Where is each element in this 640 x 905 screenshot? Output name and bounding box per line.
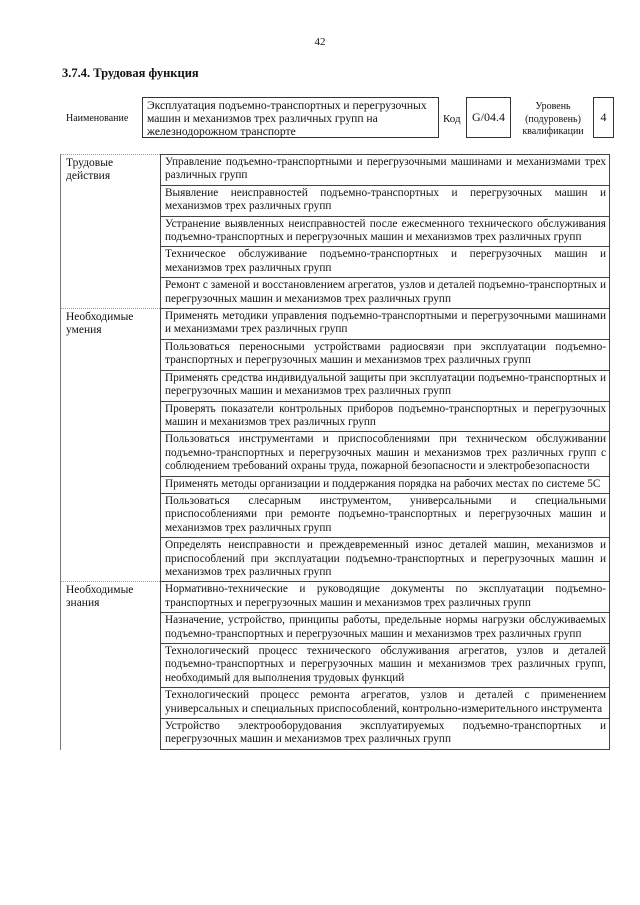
list-item: Пользоваться инструментами и приспособлениями при техническом обслуживании подъемно-транспортных и перегрузочных машин и механизмов трех различных групп с соблюдением требований охраны труда, пожарной безопасности и электробезопасности [160, 431, 610, 475]
category-label: Необходимые умения [60, 308, 160, 581]
list-item: Применять средства индивидуальной защиты при эксплуатации подъемно-транспортных и перегрузочных машин и механизмов трех различных групп [160, 370, 610, 401]
section-required-knowledge [60, 581, 610, 749]
items-list [160, 581, 610, 749]
list-item: Управление подъемно-транспортными и перегрузочными машинами и механизмами трех различных групп [160, 154, 610, 185]
category-label: Необходимые знания [60, 581, 160, 749]
list-item: Ремонт с заменой и восстановлением агрегатов, узлов и деталей подъемно-транспортных и перегрузочных машин и механизмов трех различных групп [160, 277, 610, 308]
items-list [160, 308, 610, 581]
list-item: Устройство электрооборудования эксплуатируемых подъемно-транспортных и перегрузочных машин и механизмов трех различных групп [160, 718, 610, 750]
list-item: Назначение, устройство, принципы работы, предельные нормы нагрузки обслуживаемых подъемно-транспортных и перегрузочных машин и механизмов трех различных групп [160, 612, 610, 643]
list-item: Применять методики управления подъемно-транспортными и перегрузочными машинами и механизмами трех различных групп [160, 308, 610, 339]
level-label: Уровень (подуровень) квалификации [522, 101, 584, 137]
list-item: Устранение выявленных неисправностей после ежесменного технического обслуживания подъемно-транспортных и перегрузочных машин и механизмов трех различных групп [160, 216, 610, 247]
name-label: Наименование [66, 113, 129, 124]
list-item: Проверять показатели контрольных приборов подъемно-транспортных и перегрузочных машин и механизмов трех различных групп [160, 401, 610, 432]
list-item: Технологический процесс ремонта агрегатов, узлов и деталей с применением универсальных и специальных приспособлений, контрольно-измерительного инструмента [160, 687, 610, 718]
list-item: Пользоваться переносными устройствами радиосвязи при эксплуатации подъемно-транспортных и перегрузочных машин и механизмов трех различных групп [160, 339, 610, 370]
list-item: Выявление неисправностей подъемно-транспортных и перегрузочных машин и механизмов трех различных групп [160, 185, 610, 216]
level-value: 4 [593, 97, 614, 138]
section-labor-actions [60, 154, 610, 308]
code-value: G/04.4 [466, 97, 511, 138]
list-item: Техническое обслуживание подъемно-транспортных и перегрузочных машин и механизмов трех различных групп [160, 246, 610, 277]
function-name-value: Эксплуатация подъемно-транспортных и перегрузочных машин и механизмов трех различных групп на железнодорожном транспорте [142, 97, 439, 138]
list-item: Технологический процесс технического обслуживания агрегатов, узлов и деталей подъемно-транспортных и перегрузочных машин и механизмов трех различных групп, необходимый для выполнения трудовых функций [160, 643, 610, 687]
list-item: Определять неисправности и преждевременный износ деталей машин, механизмов и приспособлений при эксплуатации подъемно-транспортных и перегрузочных машин и механизмов трех различных групп [160, 537, 610, 581]
list-item: Применять методы организации и поддержания порядка на рабочих местах по системе 5С [160, 476, 610, 493]
section-required-skills [60, 308, 610, 581]
page-number: 42 [314, 36, 326, 48]
list-item: Нормативно-технические и руководящие документы по эксплуатации подъемно-транспортных и перегрузочных машин и механизмов трех различных групп [160, 581, 610, 612]
category-label: Трудовые действия [60, 154, 160, 308]
function-table [60, 154, 610, 750]
section-title: 3.7.4. Трудовая функция [62, 66, 199, 80]
list-item: Пользоваться слесарным инструментом, универсальными и специальными приспособлениями при ремонте подъемно-транспортных и перегрузочных машин и механизмов трех различных групп [160, 493, 610, 537]
items-list [160, 154, 610, 308]
code-label: Код [443, 113, 461, 125]
